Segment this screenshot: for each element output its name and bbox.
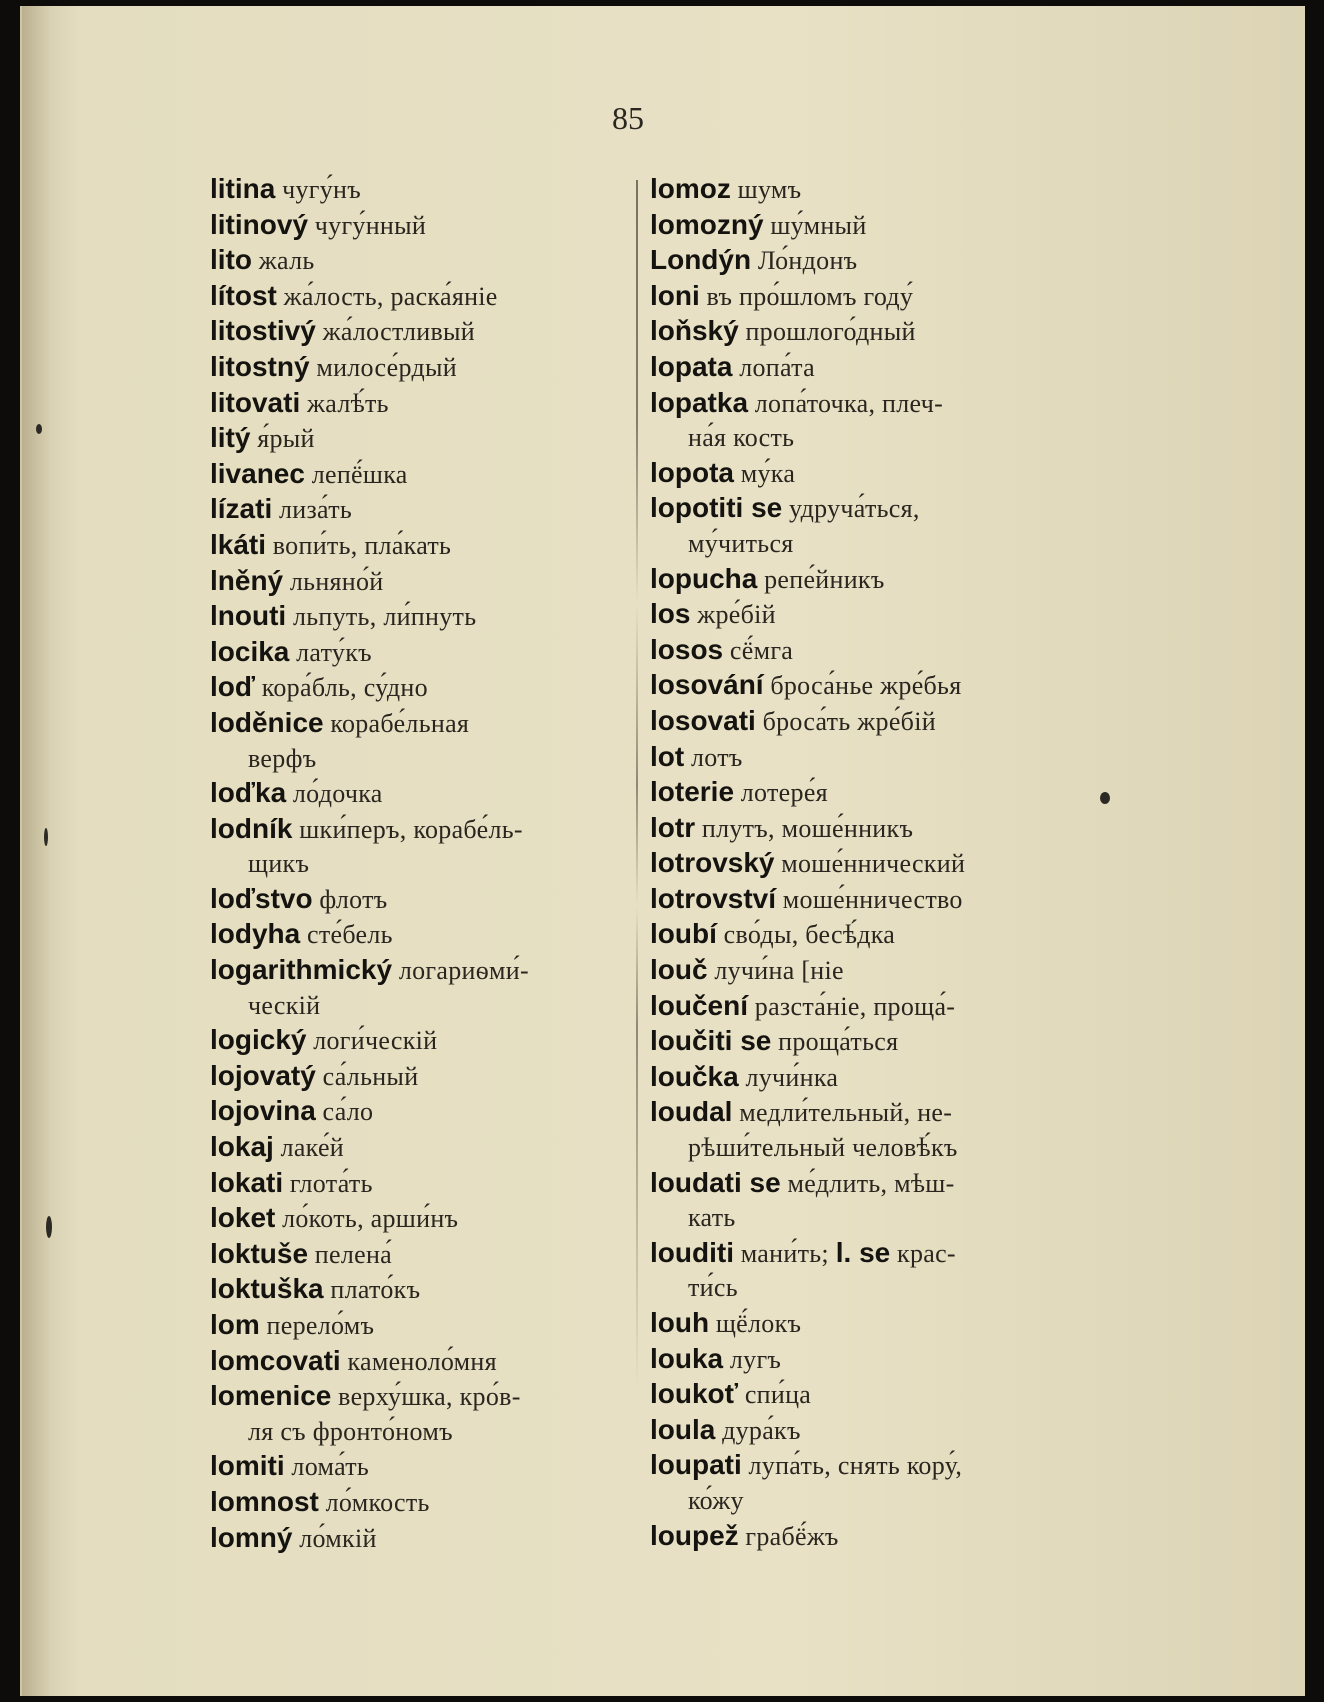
- entry-translation: шу́мный: [770, 210, 867, 240]
- entry-headword: lízati: [210, 493, 273, 525]
- entry-translation: чугу́нный: [314, 210, 427, 240]
- entry-translation: репе́йникъ: [764, 564, 885, 594]
- entry-headword: litina: [210, 173, 276, 204]
- entry-headword: lodník: [210, 812, 293, 844]
- entry-continuation: ко́жу: [688, 1485, 744, 1515]
- entry-headword: litý: [210, 422, 251, 454]
- entry-headword: louč: [650, 954, 708, 986]
- entry-translation: кора́бль, су́дно: [261, 673, 428, 703]
- entry-headword: louh: [650, 1307, 710, 1338]
- entry-continuation: ческій: [248, 990, 321, 1020]
- entry-headword: lokaj: [210, 1131, 274, 1163]
- entry-headword: loudati se: [650, 1166, 781, 1198]
- dictionary-entry: [650, 1095, 1070, 1165]
- ink-speck: [44, 828, 48, 846]
- entry-headword: lomcovati: [210, 1344, 341, 1376]
- dictionary-entry: [650, 562, 1070, 598]
- entry-continuation: щикъ: [248, 849, 310, 879]
- dictionary-entry: [210, 776, 630, 812]
- entry-headword: loukoť: [650, 1378, 739, 1410]
- dictionary-entry: [650, 1060, 1070, 1096]
- entry-translation: са́льный: [322, 1061, 419, 1091]
- dictionary-entry: [210, 1308, 630, 1344]
- entry-translation: шки́перъ, корабе́ль-: [299, 814, 523, 844]
- entry-headword: lkáti: [210, 528, 267, 560]
- entry-continuation: верфъ: [248, 743, 317, 773]
- dictionary-entry: [650, 597, 1070, 633]
- dictionary-entry: [650, 1377, 1070, 1413]
- dictionary-entry: [210, 528, 630, 564]
- dictionary-entry: [210, 457, 630, 493]
- entry-continuation: на́я кость: [688, 423, 795, 453]
- entry-translation: моше́нничество: [782, 884, 963, 914]
- entry-headword: loula: [650, 1413, 716, 1445]
- dictionary-entry: [650, 314, 1070, 350]
- entry-translation: щё́локъ: [715, 1309, 802, 1338]
- entry-translation: жа́лостливый: [322, 317, 476, 347]
- entry-translation: моше́ннический: [781, 849, 966, 879]
- dictionary-entry: [210, 1059, 630, 1095]
- entry-translation: лату́къ: [296, 637, 372, 667]
- dictionary-entry: [650, 668, 1070, 704]
- entry-translation: ме́длить, мѣш-: [787, 1168, 955, 1198]
- entry-headword: loďka: [210, 777, 287, 809]
- entry-headword: loni: [650, 279, 700, 311]
- right-column: [650, 172, 1070, 1554]
- dictionary-entry: [210, 314, 630, 350]
- entry-translation: лучи́нка: [745, 1062, 839, 1092]
- dictionary-entry: [650, 172, 1070, 208]
- entry-headword: losovati: [650, 704, 756, 736]
- dictionary-entry: [210, 1237, 630, 1273]
- dictionary-entry: [210, 1201, 630, 1237]
- dictionary-entry: [210, 953, 630, 1023]
- dictionary-entry: [210, 1485, 630, 1521]
- entry-translation: жа́лость, раска́яніе: [283, 281, 498, 311]
- entry-headword: loubí: [650, 918, 717, 950]
- dictionary-entry: [650, 1306, 1070, 1342]
- entry-headword: lotrovský: [650, 847, 775, 879]
- entry-translation: жаль: [258, 246, 315, 276]
- entry-headword: losos: [650, 633, 724, 665]
- entry-translation: сё́мга: [729, 635, 794, 665]
- dictionary-entry: [650, 243, 1070, 279]
- dictionary-entry: [210, 279, 630, 315]
- entry-headword: loktuše: [210, 1237, 309, 1269]
- entry-translation: лучи́на [ніе: [714, 956, 844, 986]
- entry-translation: логи́ческій: [313, 1026, 438, 1056]
- dictionary-entry: [650, 1236, 1070, 1306]
- entry-translation: дура́къ: [722, 1415, 801, 1445]
- entry-translation: шумъ: [737, 175, 802, 204]
- entry-translation: лаке́й: [280, 1133, 345, 1163]
- dictionary-entry: [210, 172, 630, 208]
- entry-translation: са́ло: [322, 1097, 374, 1127]
- entry-translation: лопа́та: [739, 352, 815, 382]
- dictionary-entry: [650, 1024, 1070, 1060]
- entry-continuation: ля съ фронто́номъ: [248, 1416, 453, 1446]
- dictionary-entry: [650, 456, 1070, 492]
- entry-translation: му́ка: [740, 458, 796, 488]
- entry-headword: logarithmický: [210, 954, 393, 986]
- entry-continuation: кать: [688, 1203, 736, 1233]
- entry-headword: lomenice: [210, 1380, 332, 1412]
- entry-headword: los: [650, 598, 691, 630]
- dictionary-entry: [650, 882, 1070, 918]
- entry-headword: loučení: [650, 989, 749, 1021]
- dictionary-entry: [650, 491, 1070, 561]
- dictionary-entry: [650, 811, 1070, 847]
- dictionary-entry: [650, 989, 1070, 1025]
- column-divider: [636, 180, 638, 1390]
- dictionary-entry: [650, 1166, 1070, 1236]
- entry-headword: loňský: [650, 315, 739, 347]
- dictionary-entry: [210, 917, 630, 953]
- entry-translation: прошлого́дный: [745, 317, 916, 347]
- entry-headword: litinový: [210, 208, 309, 240]
- dictionary-entry: [210, 492, 630, 528]
- dictionary-entry: [650, 846, 1070, 882]
- entry-headword: lopatka: [650, 386, 749, 418]
- entry-translation: пелена́: [314, 1239, 393, 1269]
- entry-translation: Ло́ндонъ: [757, 246, 858, 276]
- dictionary-entry: [210, 1023, 630, 1059]
- entry-translation: чугу́нъ: [282, 175, 361, 204]
- entry-headword: lítost: [210, 279, 277, 311]
- entry-translation: разста́ніе, проща́-: [754, 991, 956, 1021]
- dictionary-entry: [650, 633, 1070, 669]
- dictionary-entry: [650, 704, 1070, 740]
- entry-translation: лопа́точка, плеч-: [754, 388, 944, 418]
- dictionary-entry: [210, 1449, 630, 1485]
- entry-headword: loď: [210, 671, 256, 703]
- entry-headword: loudal: [650, 1096, 733, 1128]
- entry-headword: litostivý: [210, 315, 316, 347]
- page-number: 85: [612, 100, 644, 136]
- entry-translation: я́рый: [257, 424, 315, 454]
- entry-translation: лупа́ть, снять кору́,: [748, 1451, 963, 1481]
- entry-translation: медли́тельный, не-: [739, 1098, 953, 1128]
- entry-translation: вопи́ть, пла́кать: [272, 530, 452, 560]
- entry-headword: litovati: [210, 386, 301, 418]
- dictionary-entry: [210, 1094, 630, 1130]
- entry-translation: въ про́шломъ году́: [706, 281, 914, 311]
- entry-headword: lot: [650, 740, 685, 772]
- entry-headword: loktuška: [210, 1273, 324, 1305]
- entry-translation: удруча́ться,: [788, 494, 920, 524]
- dictionary-entry: [210, 243, 630, 279]
- entry-translation: лепё́шка: [311, 459, 408, 489]
- entry-translation: спи́ца: [744, 1380, 812, 1410]
- dictionary-entry: [210, 882, 630, 918]
- entry-translation: мани́ть;: [740, 1238, 836, 1268]
- dictionary-entry: [210, 564, 630, 600]
- dictionary-entry: [210, 421, 630, 457]
- entry-headword: lopata: [650, 350, 733, 382]
- dictionary-entry: [210, 1344, 630, 1380]
- dictionary-entry: [650, 740, 1070, 776]
- entry-translation: ло́мкій: [299, 1523, 377, 1553]
- dictionary-entry: [650, 1342, 1070, 1378]
- entry-translation: каменоло́мня: [347, 1346, 497, 1376]
- entry-headword: losování: [650, 669, 764, 701]
- dictionary-entry: [650, 917, 1070, 953]
- dictionary-entry: [210, 635, 630, 671]
- entry-headword: logický: [210, 1024, 307, 1056]
- entry-headword: lodyha: [210, 918, 301, 950]
- dictionary-entry: [210, 1521, 630, 1557]
- dictionary-entry: [650, 1448, 1070, 1518]
- dictionary-entry: [650, 386, 1070, 456]
- entry-translation: лугъ: [729, 1344, 782, 1374]
- dictionary-entry: [650, 953, 1070, 989]
- entry-headword: loděnice: [210, 706, 324, 738]
- dictionary-entry: [650, 279, 1070, 315]
- entry-translation: грабё́жъ: [745, 1521, 839, 1551]
- dictionary-entry: [210, 812, 630, 882]
- entry-headword: lopucha: [650, 562, 758, 594]
- dictionary-entry: [210, 599, 630, 635]
- entry-headword: lito: [210, 244, 252, 276]
- entry-headword: livanec: [210, 457, 305, 489]
- entry-translation: жре́бій: [697, 600, 776, 630]
- dictionary-entry: [210, 1166, 630, 1202]
- entry-headword: loupež: [650, 1519, 739, 1551]
- entry-translation: плато́къ: [330, 1275, 421, 1305]
- entry-translation: верху́шка, кро́в-: [338, 1382, 521, 1412]
- entry-headword: lněný: [210, 564, 284, 596]
- dictionary-entry: [210, 670, 630, 706]
- entry-headword: lnouti: [210, 600, 287, 632]
- entry-headword: lokati: [210, 1166, 284, 1198]
- dictionary-entry: [650, 208, 1070, 244]
- dictionary-entry: [210, 1379, 630, 1449]
- left-column: [210, 172, 630, 1556]
- entry-sub-headword: l. se: [835, 1236, 891, 1268]
- entry-translation: льпуть, ли́пнуть: [292, 602, 477, 632]
- entry-headword: lotr: [650, 811, 696, 843]
- dictionary-entry: [210, 208, 630, 244]
- entry-translation: льняно́й: [289, 566, 384, 596]
- dictionary-entry: [210, 1130, 630, 1166]
- entry-translation: корабе́льная: [330, 708, 470, 738]
- entry-translation: броса́нье жре́бья: [770, 671, 962, 701]
- entry-translation: лотере́я: [740, 778, 828, 808]
- dictionary-entry: [650, 350, 1070, 386]
- dictionary-entry: [210, 706, 630, 776]
- entry-headword: lom: [210, 1309, 260, 1340]
- entry-translation: плутъ, моше́нникъ: [701, 813, 914, 843]
- entry-headword: lojovatý: [210, 1059, 316, 1091]
- dictionary-entry: [650, 1413, 1070, 1449]
- page-gutter-shadow: [22, 6, 50, 1696]
- entry-translation: ло́коть, арши́нъ: [282, 1204, 459, 1234]
- entry-headword: Londýn: [650, 244, 752, 276]
- entry-headword: loterie: [650, 776, 735, 808]
- entry-headword: lomoz: [650, 173, 731, 204]
- entry-headword: lojovina: [210, 1095, 316, 1127]
- entry-translation: лиза́ть: [278, 495, 353, 525]
- entry-headword: lopota: [650, 456, 734, 488]
- entry-continuation: му́читься: [688, 528, 794, 558]
- entry-headword: louka: [650, 1342, 724, 1374]
- entry-headword: loučka: [650, 1060, 739, 1092]
- entry-headword: locika: [210, 635, 290, 667]
- dictionary-entry: [210, 1272, 630, 1308]
- entry-headword: litostný: [210, 350, 310, 382]
- entry-headword: lopotiti se: [650, 492, 783, 524]
- dictionary-entry: [650, 1519, 1070, 1555]
- entry-translation: жалѣ́ть: [306, 388, 389, 418]
- entry-translation: логариѳми́-: [398, 956, 529, 986]
- entry-translation: проща́ться: [778, 1027, 899, 1057]
- dictionary-entry: [650, 775, 1070, 811]
- entry-translation: лотъ: [690, 742, 743, 772]
- entry-headword: loučiti se: [650, 1025, 772, 1057]
- entry-translation: лома́ть: [291, 1452, 370, 1482]
- ink-speck: [46, 1216, 52, 1238]
- entry-headword: louditi: [650, 1236, 734, 1268]
- entry-translation: флотъ: [319, 884, 388, 914]
- entry-headword: lomozný: [650, 208, 764, 240]
- entry-translation: глота́ть: [289, 1168, 373, 1198]
- entry-translation: броса́ть жре́бій: [762, 706, 936, 736]
- entry-headword: lomný: [210, 1521, 293, 1553]
- entry-continuation: рѣши́тельный человѣ́къ: [688, 1133, 958, 1163]
- entry-headword: loket: [210, 1202, 276, 1234]
- ink-speck: [36, 424, 42, 434]
- entry-headword: loďstvo: [210, 882, 313, 914]
- entry-translation: перело́мъ: [266, 1311, 375, 1340]
- entry-translation: сво́ды, бесѣ́дка: [723, 920, 896, 950]
- entry-translation: сте́бель: [306, 920, 393, 950]
- entry-continuation: ти́сь: [688, 1273, 738, 1303]
- entry-headword: lomnost: [210, 1485, 319, 1517]
- entry-sub-translation: крас-: [890, 1238, 956, 1268]
- entry-translation: милосе́рдый: [316, 352, 457, 382]
- ink-speck: [1100, 792, 1110, 804]
- entry-translation: ло́дочка: [292, 779, 383, 809]
- entry-translation: ло́мкость: [325, 1487, 430, 1517]
- entry-headword: loupati: [650, 1449, 742, 1481]
- entry-headword: lomiti: [210, 1450, 285, 1482]
- dictionary-entry: [210, 350, 630, 386]
- dictionary-entry: [210, 386, 630, 422]
- entry-headword: lotrovství: [650, 882, 777, 914]
